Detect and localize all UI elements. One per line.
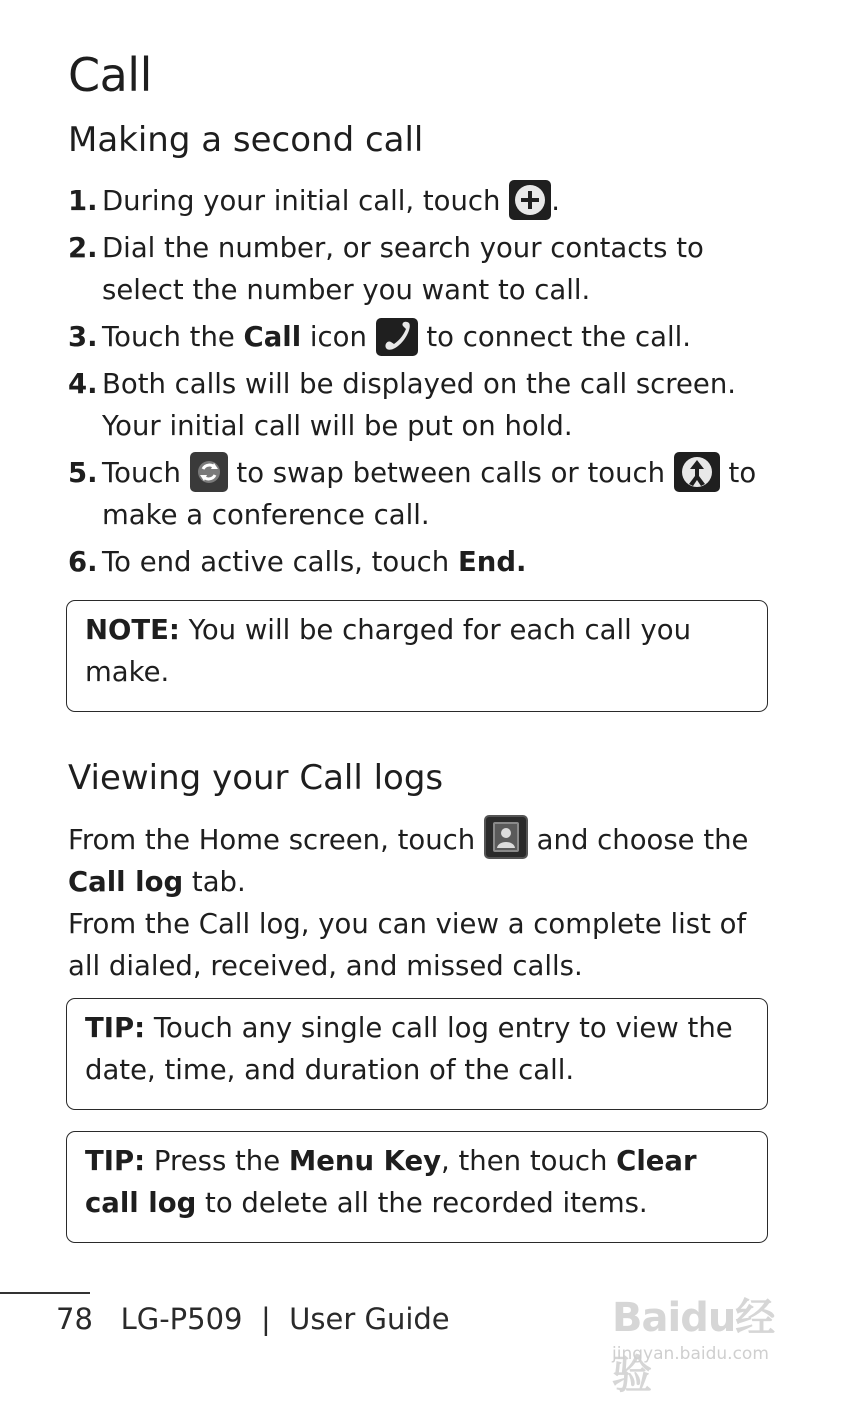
page-title: Call — [68, 48, 152, 102]
steps-list — [68, 180, 778, 588]
contacts-icon — [484, 815, 528, 859]
step-2: 2. Dial the number, or search your contacts to select the number you want to call. — [68, 227, 778, 311]
swap-calls-icon — [190, 452, 228, 492]
watermark — [612, 1280, 812, 1398]
step-5: 5. Touch to swap between calls or touch to make a conference call. — [68, 452, 778, 536]
section-title-call-logs: Viewing your Call logs — [68, 758, 444, 798]
step-3: 3. Touch the Call icon to connect the call. — [68, 316, 778, 358]
tip-box-2: TIP: Press the Menu Key, then touch Clear call log to delete all the recorded items. — [66, 1131, 768, 1243]
tip-label: TIP: — [85, 1012, 146, 1044]
watermark-logo: Baidu经验 — [612, 1295, 775, 1398]
add-call-icon — [509, 180, 551, 220]
note-label: NOTE: — [85, 614, 180, 646]
phone-handset-icon — [376, 318, 418, 356]
step-4: 4. Both calls will be displayed on the call screen. Your initial call will be put on hold. — [68, 363, 778, 447]
note-box: NOTE: You will be charged for each call you make. — [66, 600, 768, 712]
footer — [56, 1302, 450, 1336]
section-title-second-call: Making a second call — [68, 120, 424, 160]
step-number: 2. — [68, 232, 98, 264]
step-number: 5. — [68, 457, 98, 489]
page-number: 78 — [56, 1302, 93, 1336]
watermark-url: jingyan.baidu.com — [612, 1344, 769, 1364]
step-6: 6. To end active calls, touch End. — [68, 541, 778, 583]
merge-calls-icon — [674, 452, 720, 492]
footer-separator: | — [260, 1302, 271, 1336]
call-log-intro: From the Home screen, touch and choose the Call log tab. — [68, 815, 778, 903]
product-name: LG-P509 — [120, 1302, 243, 1336]
guide-label: User Guide — [289, 1302, 450, 1336]
step-number: 1. — [68, 185, 98, 217]
step-1: 1. During your initial call, touch . — [68, 180, 778, 222]
footer-rule — [0, 1292, 90, 1294]
tip-label: TIP: — [85, 1145, 146, 1177]
step-number: 4. — [68, 368, 98, 400]
step-number: 3. — [68, 321, 98, 353]
call-log-description: From the Call log, you can view a complete list of all dialed, received, and missed calls. — [68, 908, 747, 982]
step-number: 6. — [68, 546, 98, 578]
tip-box-1: TIP: Touch any single call log entry to view the date, time, and duration of the call. — [66, 998, 768, 1110]
